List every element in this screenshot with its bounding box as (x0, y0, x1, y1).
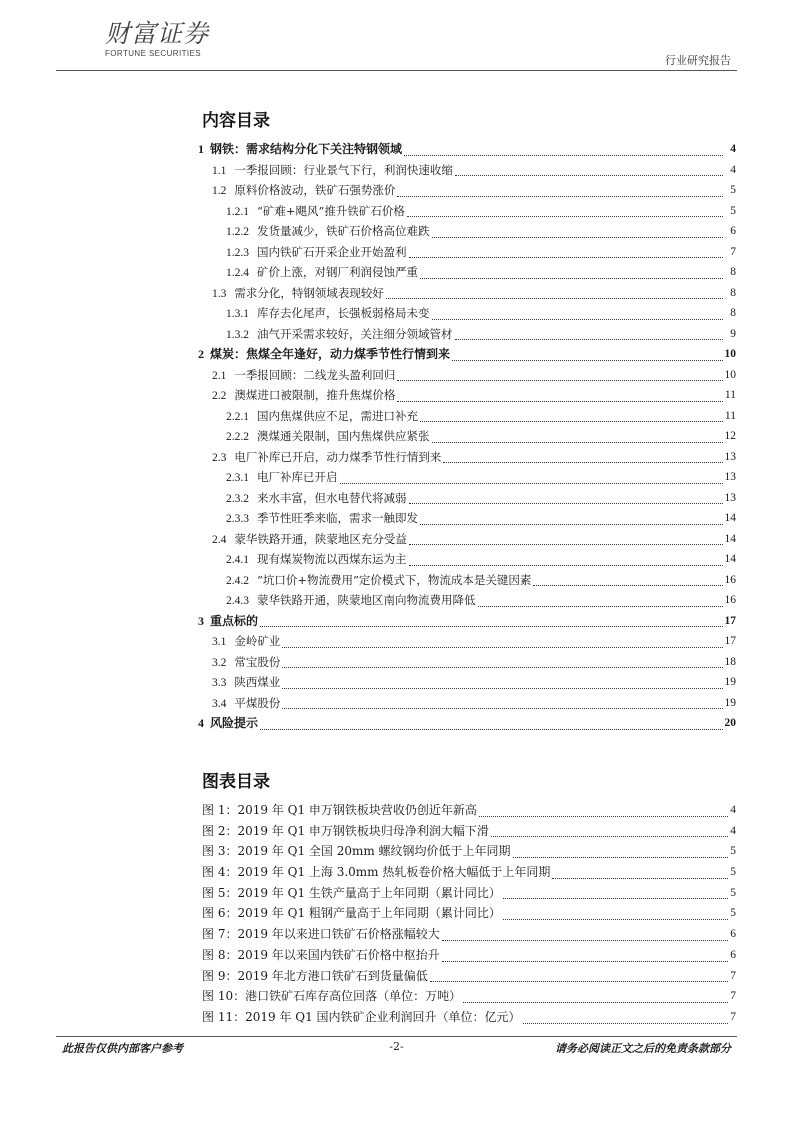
toc-entry[interactable] (198, 508, 736, 529)
toc-leader-dots (397, 196, 723, 197)
toc-entry-text: 电厂补库已开启，动力煤季节性行情到来 (234, 449, 442, 464)
toc-entry-number: 4 (198, 716, 204, 730)
figure-entry[interactable] (202, 903, 736, 924)
toc-entry-page: 4 (730, 143, 736, 155)
toc-entry-heading (226, 242, 407, 263)
figure-leader-dots (430, 981, 728, 982)
toc-entry-heading (198, 611, 258, 631)
toc-entry-page: 7 (730, 245, 736, 258)
toc-entry-number: 1.1 (212, 164, 227, 177)
toc-entry-text: 原料价格波动，铁矿石强势涨价 (234, 183, 396, 197)
toc-entry-page: 8 (730, 286, 736, 299)
toc-entry-page: 5 (730, 204, 736, 217)
toc-entry-number: 1.2 (212, 185, 227, 197)
toc-entry-number: 2.2.2 (226, 431, 249, 443)
toc-entry-text: 需求分化，特钢领域表现较好 (234, 285, 384, 300)
company-logo (105, 20, 209, 58)
figure-entry[interactable] (202, 966, 736, 987)
toc-entry[interactable] (198, 652, 736, 673)
toc-entry-page: 19 (724, 676, 736, 688)
toc-leader-dots (452, 360, 723, 361)
toc-entry-heading (212, 529, 407, 550)
figure-leader-dots (503, 919, 728, 920)
toc-entry-page: 4 (730, 163, 736, 176)
toc-entry-number: 1.2.2 (226, 226, 249, 238)
toc-entry-page: 14 (724, 553, 736, 565)
toc-entry-page: 14 (724, 532, 736, 545)
figure-entry-page: 5 (730, 866, 736, 879)
toc-entry-text: 常宝股份 (234, 654, 281, 669)
toc-entry-page: 14 (724, 512, 736, 524)
toc-entry-number: 2.4.1 (226, 554, 249, 566)
figure-entry[interactable] (202, 945, 736, 966)
figure-entry[interactable] (202, 924, 736, 945)
figure-entry-text: 图 1：2019 年 Q1 申万钢铁板块营收仍创近年新高 (202, 803, 477, 817)
toc-entry-page: 13 (724, 450, 736, 463)
toc-entry-number: 2.3 (212, 451, 227, 464)
toc-entry-number: 2.3.3 (226, 513, 249, 525)
figure-entry-page: 5 (730, 907, 736, 920)
toc-entry-number: 2.3.1 (226, 472, 249, 484)
toc-entry-text: 风险提示 (210, 716, 259, 730)
toc-entry-page: 12 (724, 430, 736, 442)
toc-entry-text: 重点标的 (210, 613, 259, 628)
toc-entry-page: 9 (730, 327, 736, 340)
toc-entry-heading (212, 652, 280, 673)
toc-entry-heading (226, 590, 476, 611)
toc-entry-number: 3.2 (212, 656, 227, 669)
toc-entry-heading (226, 426, 430, 447)
toc-entry-text: 季节性旺季来临，需求一触即发 (257, 511, 418, 525)
toc-entry-heading (212, 365, 395, 386)
toc-entry-page: 17 (724, 635, 736, 647)
figure-leader-dots (513, 857, 728, 858)
toc-entry-number: 1.3 (212, 287, 227, 300)
toc-entry-text: 陕西煤业 (234, 675, 281, 689)
toc-entry[interactable] (198, 180, 736, 201)
toc-leader-dots (455, 339, 723, 340)
toc-entry[interactable] (198, 365, 736, 386)
report-type-label: 行业研究报告 (665, 54, 731, 67)
toc-entry-number: 3.4 (212, 697, 227, 710)
toc-entry-text: “坑口价+物流费用”定价模式下，物流成本是关键因素 (257, 572, 532, 587)
toc-entry-text: 电厂补库已开启 (257, 470, 338, 484)
figure-entry[interactable] (202, 883, 736, 904)
toc-entry-page: 19 (724, 696, 736, 709)
toc-leader-dots (432, 237, 723, 238)
toc-leader-dots (404, 155, 723, 156)
toc-entry[interactable] (198, 139, 736, 160)
toc-entry-page: 16 (724, 573, 736, 586)
toc-entry[interactable] (198, 467, 736, 488)
toc-entry-number: 2.2 (212, 390, 227, 402)
figure-entry-page: 6 (730, 948, 736, 961)
toc-entry[interactable] (198, 611, 736, 632)
toc-entry-heading (212, 160, 453, 181)
toc-leader-dots (407, 216, 723, 217)
toc-entry-number: 1 (198, 142, 204, 156)
toc-entry[interactable] (198, 713, 736, 734)
figure-entry[interactable] (202, 821, 736, 842)
toc-leader-dots (397, 401, 723, 402)
toc-leader-dots (432, 442, 723, 443)
toc-entry[interactable] (198, 283, 736, 304)
figure-leader-dots (523, 1023, 728, 1024)
toc-leader-dots (260, 626, 723, 627)
toc-entry-number: 2.2.1 (226, 410, 249, 423)
toc-title: 内容目录 (202, 111, 270, 131)
figure-entry-text: 图 10：港口铁矿石库存高位回落（单位：万吨） (202, 989, 462, 1004)
toc-entry-page: 16 (724, 594, 736, 606)
toc-entry-page: 17 (724, 614, 736, 627)
figure-entry-text: 图 9：2019 年北方港口铁矿石到货量偏低 (202, 968, 428, 983)
toc-entry-number: 2 (198, 347, 204, 361)
toc-leader-dots (340, 483, 723, 484)
toc-entry-page: 8 (730, 307, 736, 319)
toc-entry-text: 一季报回顾：行业景气下行，利润快速收缩 (234, 162, 453, 177)
header-divider (56, 70, 737, 71)
toc-entry-heading (198, 713, 258, 733)
figure-entry-page: 7 (730, 1010, 736, 1023)
toc-entry-page: 20 (724, 717, 736, 729)
toc-entry[interactable] (198, 488, 736, 509)
toc-entry[interactable] (198, 693, 736, 714)
figure-entry-text: 图 7：2019 年以来进口铁矿石价格涨幅较大 (202, 927, 440, 942)
figure-entry-page: 6 (730, 928, 736, 941)
figure-entry-page: 7 (730, 969, 736, 982)
toc-entry-number: 1.3.2 (226, 328, 249, 341)
toc-entry[interactable] (198, 303, 736, 324)
toc-entry[interactable] (198, 549, 736, 570)
toc-leader-dots (420, 524, 723, 525)
figure-leader-dots (463, 1002, 728, 1003)
toc-entry-heading (212, 631, 280, 652)
figure-entry-text: 图 6：2019 年 Q1 粗钢产量高于上年同期（累计同比） (202, 906, 501, 921)
footer-notice: 此报告仅供内部客户参考 (62, 1042, 183, 1055)
figure-leader-dots (442, 940, 728, 941)
toc-entry-text: 国内焦煤供应不足，需进口补充 (257, 408, 418, 423)
toc-entry[interactable] (198, 590, 736, 611)
toc-entry[interactable] (198, 385, 736, 406)
toc-entry-heading (226, 406, 418, 427)
toc-leader-dots (282, 667, 723, 668)
toc-entry-heading (226, 570, 531, 591)
figure-entry-page: 4 (730, 824, 736, 837)
figure-entry-page: 5 (730, 886, 736, 899)
toc-entry-text: 油气开采需求较好，关注细分领域管材 (257, 326, 453, 341)
toc-entry-number: 2.4 (212, 533, 227, 546)
toc-entry-page: 10 (724, 348, 736, 360)
toc-entry-number: 2.4.3 (226, 595, 249, 607)
toc-entry-heading (212, 447, 441, 468)
toc-leader-dots (397, 380, 723, 381)
toc-entry-number: 2.1 (212, 369, 227, 382)
toc-entry-heading (226, 467, 338, 488)
figure-entry[interactable] (202, 1007, 736, 1028)
figure-leader-dots (503, 898, 728, 899)
figure-entry[interactable] (202, 841, 736, 862)
figure-entry-text: 图 3：2019 年 Q1 全国 20mm 螺纹钢均价低于上年同期 (202, 844, 511, 859)
figures-title: 图表目录 (202, 772, 270, 792)
toc-leader-dots (409, 565, 723, 566)
toc-entry[interactable] (198, 324, 736, 345)
toc-entry-number: 1.3.1 (226, 308, 249, 320)
toc-entry-heading (212, 693, 280, 714)
toc-entry-page: 6 (730, 225, 736, 237)
toc-entry-heading (226, 324, 453, 345)
toc-entry-heading (226, 303, 430, 324)
toc-entry-number: 1.2.4 (226, 267, 249, 279)
toc-leader-dots (455, 175, 723, 176)
toc-entry-page: 5 (730, 184, 736, 196)
toc-entry-text: 平煤股份 (234, 695, 281, 710)
toc-leader-dots (282, 708, 723, 709)
toc-entry-text: 国内铁矿石开采企业开始盈利 (257, 244, 407, 259)
figure-entry[interactable] (202, 800, 736, 821)
toc-entry-number: 3 (198, 613, 204, 628)
toc-entry-text: 发货量减少，铁矿石价格高位难跌 (257, 224, 430, 238)
toc-entry-heading (226, 549, 407, 570)
toc-entry-page: 10 (724, 368, 736, 381)
toc-leader-dots (282, 647, 723, 648)
toc-entry[interactable] (198, 447, 736, 468)
toc-entry-number: 1.2.3 (226, 246, 249, 259)
toc-entry[interactable] (198, 160, 736, 181)
toc-entry-heading (226, 508, 418, 529)
figure-leader-dots (442, 961, 728, 962)
toc-leader-dots (409, 544, 723, 545)
toc-entry-text: 澳煤进口被限制，推升焦煤价格 (234, 388, 396, 402)
toc-leader-dots (282, 688, 723, 689)
figure-leader-dots (479, 816, 728, 817)
figures-list (202, 800, 736, 1028)
page-number: -2- (389, 1040, 404, 1053)
toc-entry-heading (226, 201, 405, 222)
toc-entry-text: 矿价上涨，对钢厂利润侵蚀严重 (257, 265, 418, 279)
toc-entry-text: 一季报回顾：二线龙头盈利回归 (234, 367, 396, 382)
toc-entry-heading (212, 283, 384, 304)
toc-leader-dots (443, 462, 723, 463)
toc-entry[interactable] (198, 529, 736, 550)
toc-entry[interactable] (198, 426, 736, 447)
toc-entry-text: 蒙华铁路开通，陕蒙地区充分受益 (234, 531, 407, 546)
toc-entry-text: 煤炭：焦煤全年逢好，动力煤季节性行情到来 (210, 347, 451, 361)
toc-entry-heading (212, 180, 395, 201)
figure-entry-text: 图 8：2019 年以来国内铁矿石价格中枢抬升 (202, 947, 440, 962)
toc-leader-dots (533, 585, 723, 586)
toc-entry-text: 钢铁：需求结构分化下关注特钢领域 (210, 142, 403, 156)
toc-entry-number: 2.3.2 (226, 492, 249, 505)
toc-entry[interactable] (198, 344, 736, 365)
figure-entry-text: 图 4：2019 年 Q1 上海 3.0mm 热轧板卷价格大幅低于上年同期 (202, 865, 551, 880)
toc-entry-page: 8 (730, 266, 736, 278)
toc-leader-dots (260, 729, 723, 730)
toc-entry-text: 库存去化尾声，长强板弱格局未变 (257, 306, 430, 320)
toc-entry[interactable] (198, 406, 736, 427)
toc-leader-dots (420, 421, 723, 422)
figure-entry[interactable] (202, 862, 736, 883)
toc-entry-heading (198, 344, 450, 364)
toc-entry-number: 3.1 (212, 636, 227, 648)
toc-entry[interactable] (198, 242, 736, 263)
toc-leader-dots (478, 606, 723, 607)
toc-entry-page: 11 (724, 389, 736, 401)
toc-entry[interactable] (198, 631, 736, 652)
logo-english-name: FORTUNE SECURITIES (105, 49, 201, 58)
figure-entry-text: 图 11：2019 年 Q1 国内铁矿企业利润回升（单位：亿元） (202, 1009, 521, 1024)
toc-entry-heading (212, 385, 395, 406)
logo-chinese-name: 财富证券 (105, 19, 210, 48)
figure-entry-page: 5 (730, 845, 736, 858)
figure-entry-text: 图 2：2019 年 Q1 申万钢铁板块归母净利润大幅下滑 (202, 823, 489, 838)
toc-entry-page: 13 (724, 471, 736, 483)
toc-entry-heading (212, 672, 280, 693)
toc-leader-dots (432, 319, 723, 320)
toc-entry-page: 13 (724, 491, 736, 504)
toc-entry[interactable] (198, 201, 736, 222)
toc-leader-dots (409, 503, 723, 504)
toc-entry-text: “矿难+飓风”推升铁矿石价格 (257, 203, 405, 218)
figure-entry-text: 图 5：2019 年 Q1 生铁产量高于上年同期（累计同比） (202, 885, 501, 900)
toc-entry[interactable] (198, 221, 736, 242)
toc-entry[interactable] (198, 672, 736, 693)
toc-entry[interactable] (198, 570, 736, 591)
toc-entry-page: 18 (724, 655, 736, 668)
toc-entry-text: 现有煤炭物流以西煤东运为主 (257, 552, 407, 566)
toc-entry-heading (226, 488, 407, 509)
toc-leader-dots (409, 257, 723, 258)
toc-entry-number: 2.4.2 (226, 574, 249, 587)
toc-entry-number: 3.3 (212, 677, 227, 689)
toc-list (198, 139, 736, 734)
footer-divider (56, 1036, 737, 1037)
figure-entry[interactable] (202, 986, 736, 1007)
toc-entry-text: 来水丰富，但水电替代将减弱 (257, 490, 407, 505)
figure-leader-dots (552, 878, 728, 879)
toc-entry[interactable] (198, 262, 736, 283)
toc-entry-text: 蒙华铁路开通，陕蒙地区南向物流费用降低 (257, 593, 476, 607)
toc-entry-page: 11 (724, 409, 736, 422)
figure-entry-page: 4 (730, 804, 736, 816)
toc-entry-number: 1.2.1 (226, 205, 249, 218)
footer-disclaimer-note: 请务必阅读正文之后的免责条款部分 (555, 1042, 731, 1055)
toc-entry-text: 金岭矿业 (234, 634, 281, 648)
toc-leader-dots (420, 278, 723, 279)
figure-leader-dots (491, 836, 728, 837)
toc-entry-heading (226, 262, 418, 283)
toc-entry-heading (226, 221, 430, 242)
toc-entry-heading (198, 139, 402, 159)
toc-entry-text: 澳煤通关限制，国内焦煤供应紧张 (257, 429, 430, 443)
toc-leader-dots (386, 298, 723, 299)
figure-entry-page: 7 (730, 990, 736, 1003)
